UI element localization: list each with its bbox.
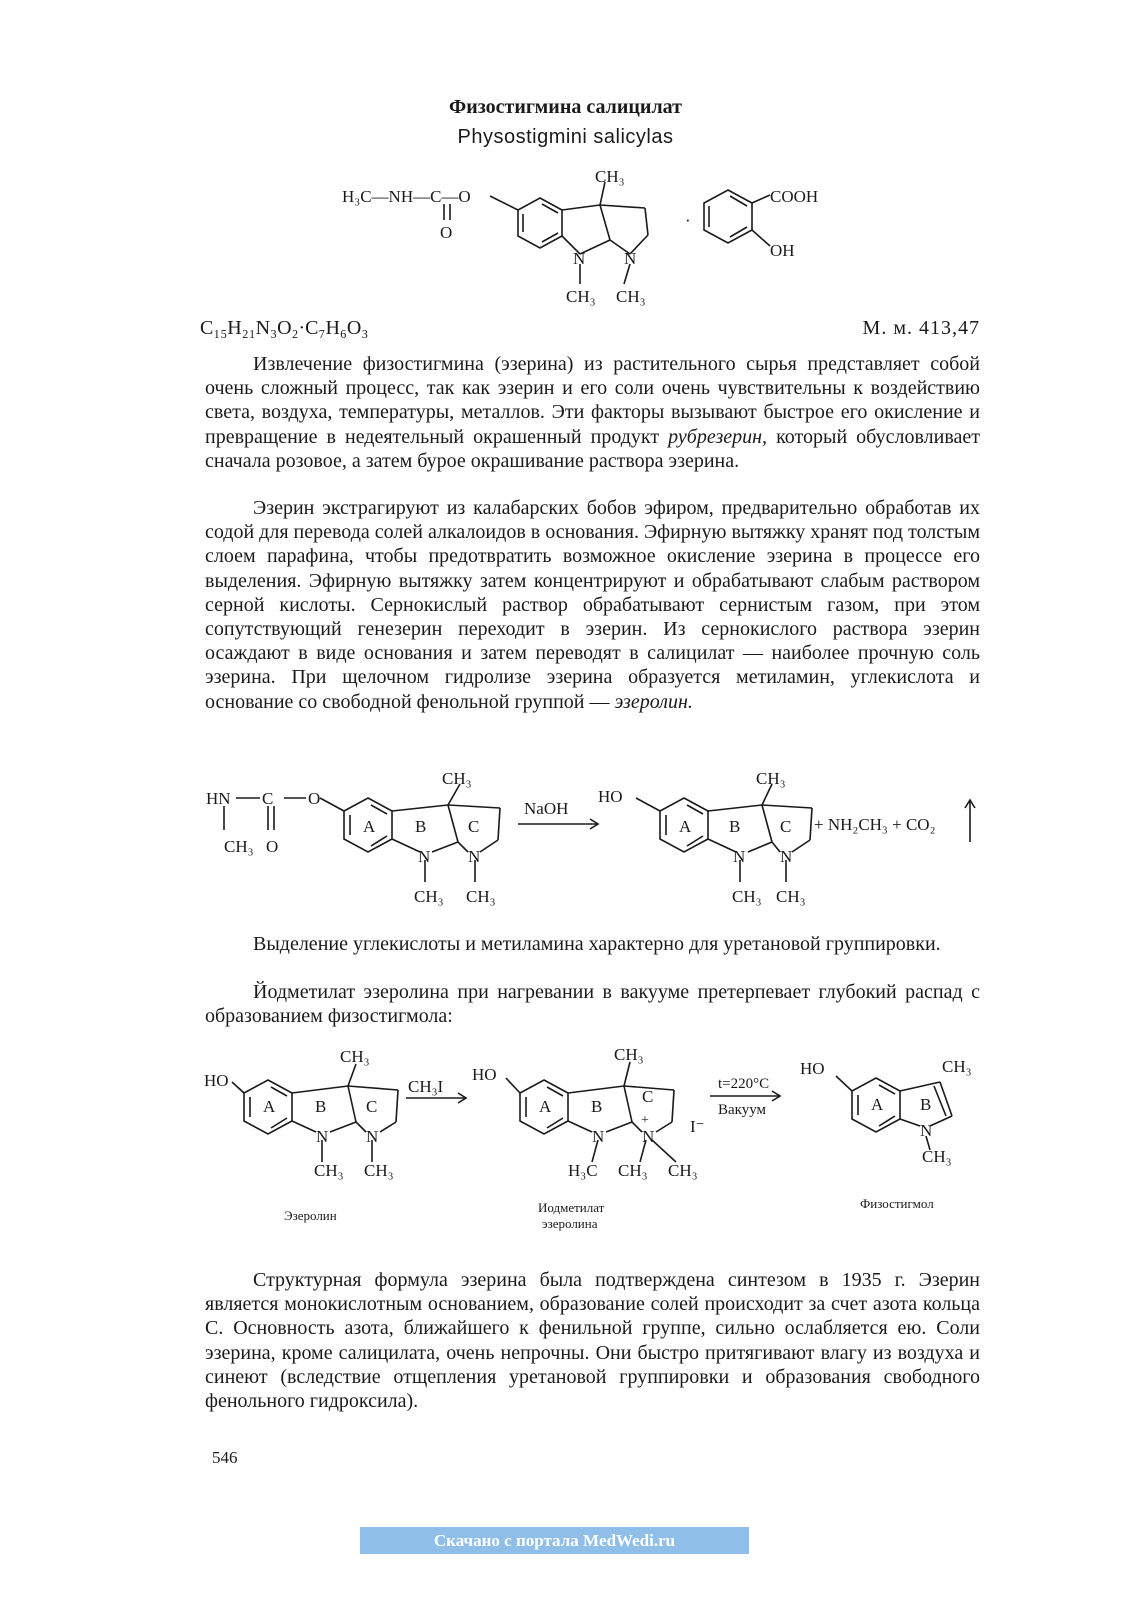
ch3-label: CH₃ bbox=[942, 1057, 972, 1076]
n-label: N bbox=[780, 847, 793, 866]
ring-a-label: A bbox=[871, 1095, 884, 1114]
salicylic-ring bbox=[704, 190, 752, 243]
download-banner: Скачано с портала MedWedi.ru bbox=[360, 1527, 749, 1554]
ring-c-label: C bbox=[642, 1087, 654, 1106]
n-label: N bbox=[366, 1127, 379, 1146]
salt-dot: · bbox=[685, 211, 691, 230]
ring-b-label: B bbox=[591, 1097, 603, 1116]
ch3-label: CH₃ bbox=[616, 287, 646, 306]
n-label: N bbox=[573, 249, 586, 268]
naoh-label: NaOH bbox=[524, 799, 569, 818]
ch3-label: CH₃ bbox=[566, 287, 596, 306]
caption-iodomethylate: Иодметилат bbox=[538, 1200, 605, 1215]
n-label: N bbox=[418, 847, 431, 866]
ring-a-label: A bbox=[363, 817, 376, 836]
paragraph-decomposition: Йодметилат эзеролина при нагревании в вакууме претерпевает глубокий распад с образованием физостигмола: bbox=[205, 981, 980, 1028]
ring-a-label: A bbox=[539, 1097, 552, 1116]
plus-charge: + bbox=[641, 1113, 649, 1128]
benzene-ring bbox=[518, 198, 562, 248]
carbamate-label: H₃C—NH—C—O bbox=[342, 187, 471, 206]
caption-eserolin: Эзеролин bbox=[284, 1208, 337, 1223]
ch3-label: CH₃ bbox=[668, 1161, 698, 1180]
hn-label: HN bbox=[206, 789, 231, 808]
ch3-label: CH₃ bbox=[340, 1047, 370, 1066]
ch3-label: CH₃ bbox=[314, 1161, 344, 1180]
cooh-label: COOH bbox=[770, 187, 819, 206]
iodide-label: I⁻ bbox=[690, 1117, 705, 1136]
ring-b-label: B bbox=[415, 817, 427, 836]
hydrolysis-reaction bbox=[200, 760, 990, 915]
vacuum-label: Вакуум bbox=[718, 1102, 767, 1118]
ch3-label: CH₃ bbox=[732, 887, 762, 906]
italic-term: эзеролин. bbox=[614, 690, 693, 713]
n-label: N bbox=[733, 847, 746, 866]
decomposition-reaction bbox=[200, 1040, 1000, 1240]
paragraph-extraction: Извлечение физостигмина (эзерина) из растительного сырья представляет собой очень сложный процесс, так как эзерин и его соли очень чувствительны к воздействию света, воздуха, температуры, металлов. Эти факторы вызывают быстрое его окисление и превращение в недеятельный окрашенный продукт рубрезерин, который обусловливает сначала розовое, а затем бурое окрашивание раствора эзерина. bbox=[205, 353, 980, 472]
oh-label: OH bbox=[770, 241, 795, 260]
ring-c-label: C bbox=[468, 817, 480, 836]
ch3-label: CH₃ bbox=[414, 887, 444, 906]
n-label: N bbox=[624, 249, 637, 268]
ch3-label: CH₃ bbox=[756, 769, 786, 788]
ho-label: HO bbox=[800, 1059, 825, 1078]
paragraph-structure: Структурная формула эзерина была подтверждена синтезом в 1935 г. Эзерин является монокислотным основанием, образование солей происходит за счет азота кольца С. Основность азота, ближайшего к фенильной группе, сильно ослабляется ею. Соли эзерина, кроме салицилата, очень непрочны. Они быстро притягивают влагу из воздуха и синеют (вследствие отщепления уретановой группировки и образования свободного фенольного гидроксила). bbox=[205, 1269, 980, 1413]
ring-a-label: A bbox=[679, 817, 692, 836]
n-label: N bbox=[920, 1121, 933, 1140]
ch3-label: CH₃ bbox=[364, 1161, 394, 1180]
ring-b-label: B bbox=[315, 1097, 327, 1116]
paragraph-method: Эзерин экстрагируют из калабарских бобов эфиром, предварительно обработав их содой для перевода солей алкалоидов в основания. Эфирную вытяжку хранят под толстым слоем парафина, чтобы предотвратить возможное окисление эзерина в процессе его выделения. Эфирную вытяжку затем концентрируют и обрабатывают слабым раствором серной кислоты. Сернокислый раствор обрабатывают сернистым газом, при этом сопутствующий генезерин переходит в эзерин. Из сернокислого раствора эзерин осаждают в виде основания и затем переводят в салицилат — наиболее прочную соль эзерина. При щелочном гидролизе эзерина образуется метиламин, углекислота и основание со свободной фенольной группой — эзеролин. bbox=[205, 497, 980, 713]
ring-b-label: B bbox=[920, 1095, 932, 1114]
ch3i-label: CH₃I bbox=[408, 1077, 444, 1096]
title-latin: Physostigmini salicylas bbox=[457, 126, 674, 148]
temperature-label: t=220°C bbox=[718, 1076, 770, 1092]
ch3-label: CH₃ bbox=[922, 1147, 952, 1166]
caption-iodomethylate: эзеролина bbox=[542, 1216, 598, 1231]
title-russian: Физостигмина салицилат bbox=[449, 96, 682, 118]
carbonyl-o-label: O bbox=[440, 223, 453, 242]
n-label: N bbox=[642, 1127, 655, 1146]
ch3-label: CH₃ bbox=[776, 887, 806, 906]
ring-c-label: C bbox=[780, 817, 792, 836]
h3c-label: H₃C bbox=[568, 1161, 598, 1180]
physostigmine-salicylate-structure bbox=[330, 160, 850, 310]
ho-label: HO bbox=[472, 1065, 497, 1084]
molar-mass: М. м. 413,47 bbox=[862, 317, 980, 339]
ring-a-label: A bbox=[263, 1097, 276, 1116]
paragraph-urethane: Выделение углекислоты и метиламина характерно для уретановой группировки. bbox=[253, 933, 941, 955]
n-label: N bbox=[468, 847, 481, 866]
ring-b-label: B bbox=[729, 817, 741, 836]
ch3-label: CH₃ bbox=[618, 1161, 648, 1180]
ch3-label: CH₃ bbox=[224, 837, 254, 856]
products-label: + NH₂CH₃ + CO₂ bbox=[814, 815, 936, 834]
ho-label: HO bbox=[204, 1071, 229, 1090]
ho-label: HO bbox=[598, 787, 623, 806]
ch3-label: CH₃ bbox=[614, 1045, 644, 1064]
ch3-label: CH₃ bbox=[595, 167, 625, 186]
molecular-formula: C₁₅H₂₁N₃O₂·C₇H₆O₃ bbox=[200, 317, 369, 339]
ring-c-label: C bbox=[366, 1097, 378, 1116]
italic-term: рубрезерин, bbox=[668, 425, 768, 448]
caption-physostigmol: Физостигмол bbox=[860, 1196, 934, 1211]
ch3-label: CH₃ bbox=[466, 887, 496, 906]
o-label: O bbox=[266, 837, 279, 856]
page-number: 546 bbox=[212, 1448, 238, 1467]
n-label: N bbox=[592, 1127, 605, 1146]
n-label: N bbox=[316, 1127, 329, 1146]
o-label: O bbox=[308, 789, 321, 808]
ch3-label: CH₃ bbox=[442, 769, 472, 788]
c-label: C bbox=[262, 789, 274, 808]
